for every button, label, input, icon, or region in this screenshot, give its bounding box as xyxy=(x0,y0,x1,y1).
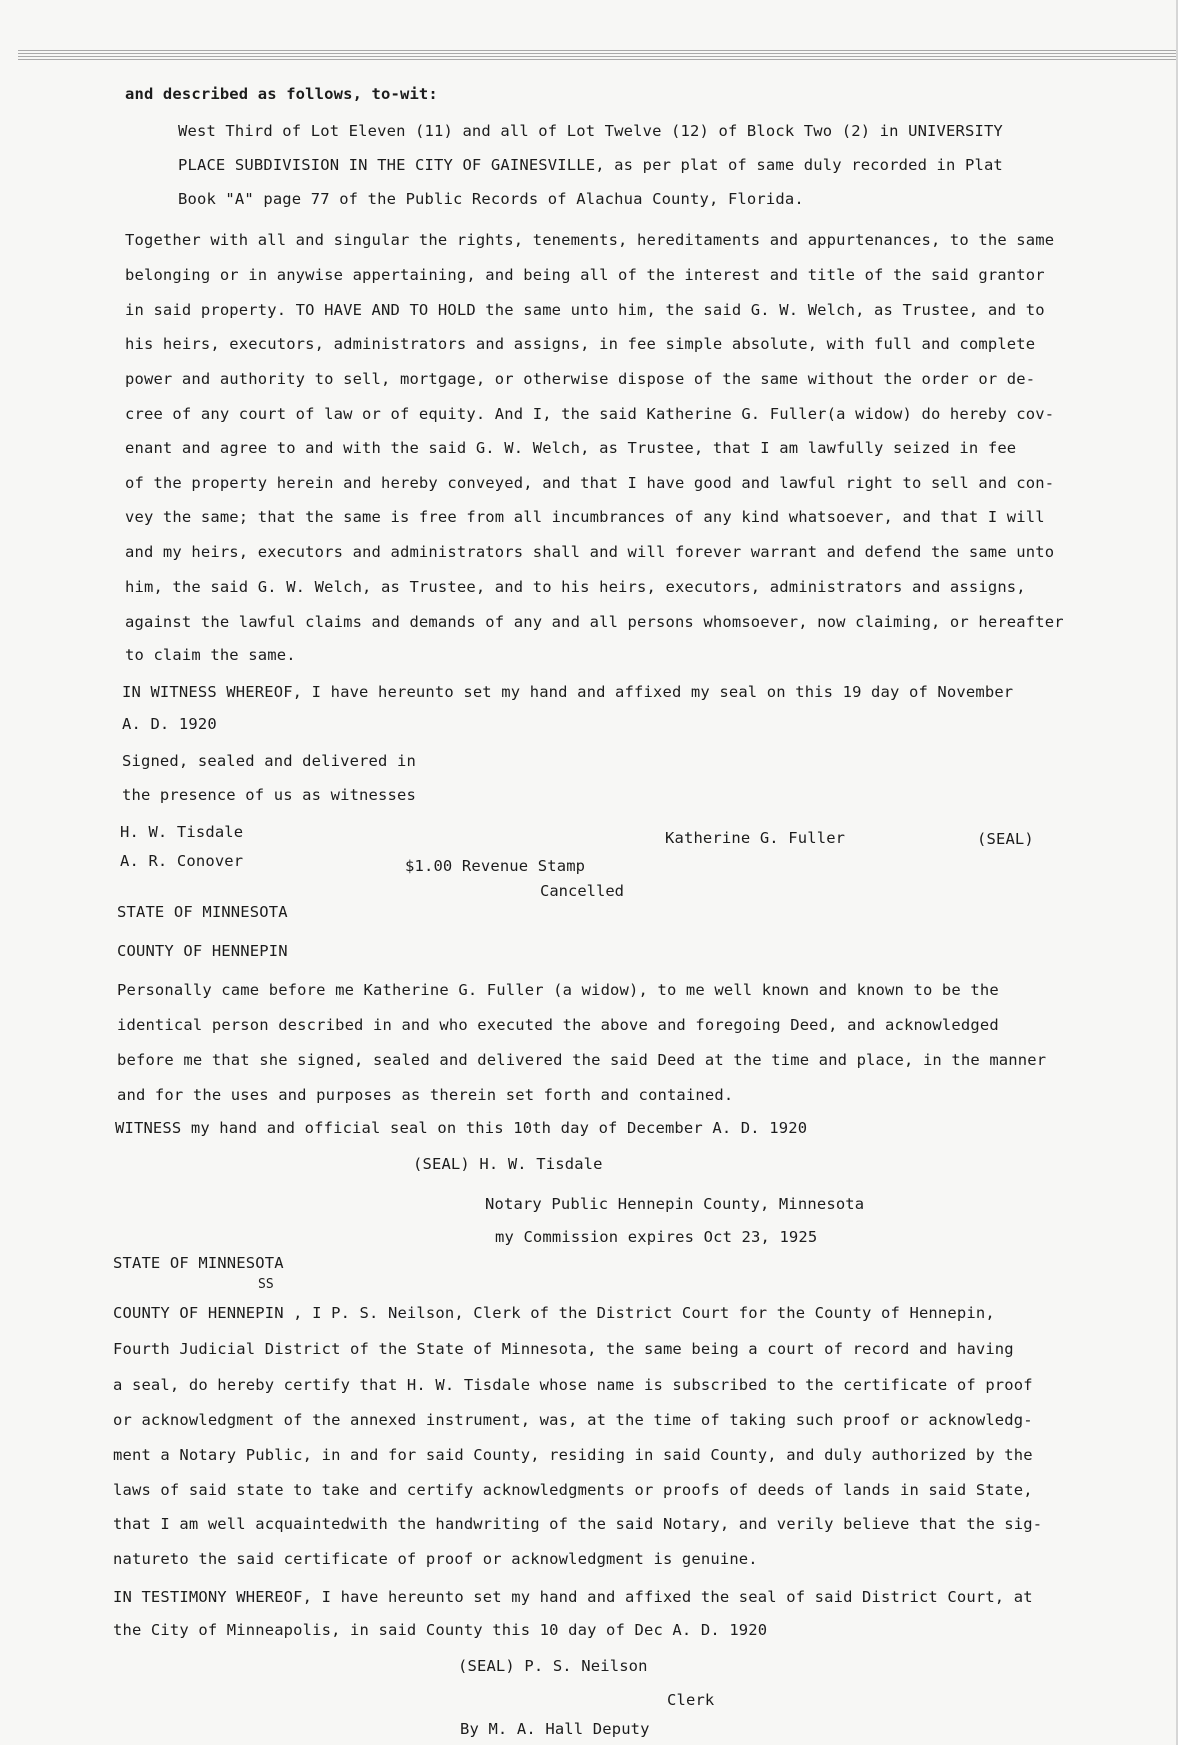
clerk-title: Clerk xyxy=(667,1691,715,1709)
page-right-edge xyxy=(1176,0,1200,1745)
body-line: of the property herein and hereby conveyed, and that I have good and lawful right to sell and con- xyxy=(125,474,1055,492)
cert-ss: SS xyxy=(258,1277,274,1292)
ack-line: identical person described in and who executed the above and foregoing Deed, and acknowledged xyxy=(117,1016,999,1034)
cert-first-line: COUNTY OF HENNEPIN , I P. S. Neilson, Clerk of the District Court for the County of Hennepin, xyxy=(113,1304,995,1322)
top-rule-lines xyxy=(18,50,1188,60)
clerk-deputy: By M. A. Hall Deputy xyxy=(460,1720,650,1738)
body-line: cree of any court of law or of equity. And I, the said Katherine G. Fuller(a widow) do hereby cov- xyxy=(125,405,1055,423)
body-line: power and authority to sell, mortgage, or otherwise dispose of the same without the order or de- xyxy=(125,370,1036,388)
cert-state: STATE OF MINNESOTA xyxy=(113,1254,284,1272)
witness-name: H. W. Tisdale xyxy=(120,823,244,841)
notary-commission: my Commission expires Oct 23, 1925 xyxy=(495,1228,818,1246)
body-line: and my heirs, executors and administrators shall and will forever warrant and defend the same unto xyxy=(125,543,1055,561)
revenue-stamp-cancelled: Cancelled xyxy=(540,881,624,900)
witness-clause: IN WITNESS WHEREOF, I have hereunto set my hand and affixed my seal on this 19 day of November xyxy=(122,683,1014,701)
body-line: in said property. TO HAVE AND TO HOLD the same unto him, the said G. W. Welch, as Trustee, and to xyxy=(125,301,1045,319)
notary-title: Notary Public Hennepin County, Minnesota xyxy=(485,1195,865,1213)
ack-witness-line: WITNESS my hand and official seal on this 10th day of December A. D. 1920 xyxy=(115,1119,808,1137)
witness-date: A. D. 1920 xyxy=(122,715,217,733)
ack-line: before me that she signed, sealed and delivered the said Deed at the time and place, in the manner xyxy=(117,1051,1047,1069)
ack-county: COUNTY OF HENNEPIN xyxy=(117,942,288,960)
cert-line: that I am well acquaintedwith the handwriting of the said Notary, and verily believe that the sig- xyxy=(113,1515,1043,1533)
legal-description-line: West Third of Lot Eleven (11) and all of Lot Twelve (12) of Block Two (2) in UNIVERSITY xyxy=(178,122,1003,140)
body-line: Together with all and singular the rights, tenements, hereditaments and appurtenances, to the same xyxy=(125,231,1055,249)
body-line: to claim the same. xyxy=(125,646,296,664)
signed-line: the presence of us as witnesses xyxy=(122,786,416,804)
cert-line: laws of said state to take and certify acknowledgments or proofs of deeds of lands in said State, xyxy=(113,1481,1033,1499)
body-line: him, the said G. W. Welch, as Trustee, and to his heirs, executors, administrators and assigns, xyxy=(125,578,1026,596)
cert-line: ment a Notary Public, in and for said County, residing in said County, and duly authorized by the xyxy=(113,1446,1033,1464)
clerk-signature: (SEAL) P. S. Neilson xyxy=(458,1657,648,1675)
legal-description-line: PLACE SUBDIVISION IN THE CITY OF GAINESVILLE, as per plat of same duly recorded in Plat xyxy=(178,156,1003,174)
grantor-signature: Katherine G. Fuller xyxy=(665,829,846,847)
signed-line: Signed, sealed and delivered in xyxy=(122,752,416,770)
intro-line: and described as follows, to-wit: xyxy=(125,85,438,103)
notary-signature: (SEAL) H. W. Tisdale xyxy=(413,1155,603,1173)
revenue-stamp: $1.00 Revenue Stamp xyxy=(405,857,586,875)
testimony-line: the City of Minneapolis, in said County this 10 day of Dec A. D. 1920 xyxy=(113,1621,768,1639)
ack-line: Personally came before me Katherine G. Fuller (a widow), to me well known and known to be the xyxy=(117,981,999,999)
cert-line: a seal, do hereby certify that H. W. Tisdale whose name is subscribed to the certificate of proof xyxy=(113,1376,1033,1394)
body-line: belonging or in anywise appertaining, and being all of the interest and title of the said grantor xyxy=(125,266,1045,284)
body-line: against the lawful claims and demands of any and all persons whomsoever, now claiming, or hereafter xyxy=(125,613,1064,631)
witness-name: A. R. Conover xyxy=(120,852,244,870)
ack-line: and for the uses and purposes as therein set forth and contained. xyxy=(117,1086,734,1104)
legal-description-line: Book "A" page 77 of the Public Records of Alachua County, Florida. xyxy=(178,190,804,208)
body-line: his heirs, executors, administrators and assigns, in fee simple absolute, with full and complete xyxy=(125,335,1036,353)
body-line: vey the same; that the same is free from all incumbrances of any kind whatsoever, and that I will xyxy=(125,508,1045,526)
ack-state: STATE OF MINNESOTA xyxy=(117,903,288,921)
grantor-seal: (SEAL) xyxy=(977,830,1034,848)
cert-line: or acknowledgment of the annexed instrument, was, at the time of taking such proof or acknowledg- xyxy=(113,1411,1033,1429)
cert-line: natureto the said certificate of proof or acknowledgment is genuine. xyxy=(113,1550,758,1568)
testimony-line: IN TESTIMONY WHEREOF, I have hereunto set my hand and affixed the seal of said District Court, at xyxy=(113,1588,1033,1606)
body-line: enant and agree to and with the said G. W. Welch, as Trustee, that I am lawfully seized in fee xyxy=(125,439,1017,457)
cert-line: Fourth Judicial District of the State of Minnesota, the same being a court of record and having xyxy=(113,1340,1014,1358)
